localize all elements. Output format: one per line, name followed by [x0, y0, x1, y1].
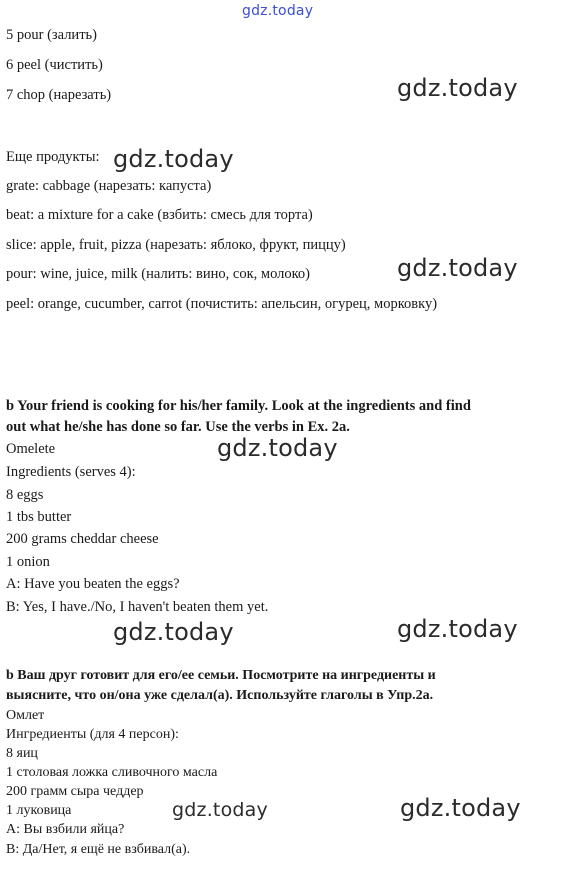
product-item: beat: a mixture for a cake (взбить: смесь для торта) [6, 207, 313, 223]
task-en-line: 1 onion [6, 554, 50, 570]
watermark: gdz.today [400, 794, 521, 822]
task-en-title-line1: b Your friend is cooking for his/her family. Look at the ingredients and find [6, 398, 471, 414]
task-en-line: 200 grams cheddar cheese [6, 531, 159, 547]
task-ru-line: В: Да/Нет, я ещё не взбивал(а). [6, 842, 191, 857]
watermark: gdz.today [397, 74, 518, 102]
product-item: grate: cabbage (нарезать: капуста) [6, 178, 212, 194]
watermark: gdz.today [113, 145, 234, 173]
task-en-line: B: Yes, I have./No, I haven't beaten them yet. [6, 599, 269, 615]
task-ru-line: Омлет [6, 708, 45, 723]
verb-item: 6 peel (чистить) [6, 57, 103, 73]
task-en-title-line2: out what he/she has done so far. Use the verbs in Ex. 2a. [6, 419, 350, 435]
task-ru-line: 200 грамм сыра чеддер [6, 784, 144, 799]
product-item: pour: wine, juice, milk (налить: вино, сок, молоко) [6, 266, 311, 282]
product-item: slice: apple, fruit, pizza (нарезать: яблоко, фрукт, пиццу) [6, 237, 346, 253]
task-ru-line: Ингредиенты (для 4 персон): [6, 727, 179, 742]
task-ru-title-line2: выясните, что он/она уже сделал(а). Используйте глаголы в Упр.2а. [6, 688, 434, 703]
task-en-line: A: Have you beaten the eggs? [6, 576, 180, 592]
watermark: gdz.today [397, 615, 518, 643]
task-ru-title-line1: b Ваш друг готовит для его/ее семьи. Посмотрите на ингредиенты и [6, 668, 436, 683]
watermark: gdz.today [397, 254, 518, 282]
more-products-heading: Еще продукты: [6, 149, 100, 165]
task-en-line: 1 tbs butter [6, 509, 72, 525]
task-en-line: Omelete [6, 441, 56, 457]
watermark-top: gdz.today [242, 3, 314, 19]
task-ru-line: 8 яиц [6, 746, 38, 761]
watermark: gdz.today [217, 434, 338, 462]
task-ru-line: 1 столовая ложка сливочного масла [6, 765, 218, 780]
product-item: peel: orange, cucumber, carrot (почистить: апельсин, огурец, морковку) [6, 296, 438, 312]
task-en-line: Ingredients (serves 4): [6, 464, 136, 480]
task-en-line: 8 eggs [6, 487, 44, 503]
task-ru-line: А: Вы взбили яйца? [6, 822, 125, 837]
verb-item: 5 pour (залить) [6, 27, 97, 43]
watermark: gdz.today [172, 799, 268, 821]
watermark: gdz.today [113, 618, 234, 646]
verb-item: 7 chop (нарезать) [6, 87, 112, 103]
task-ru-line: 1 луковица [6, 803, 72, 818]
